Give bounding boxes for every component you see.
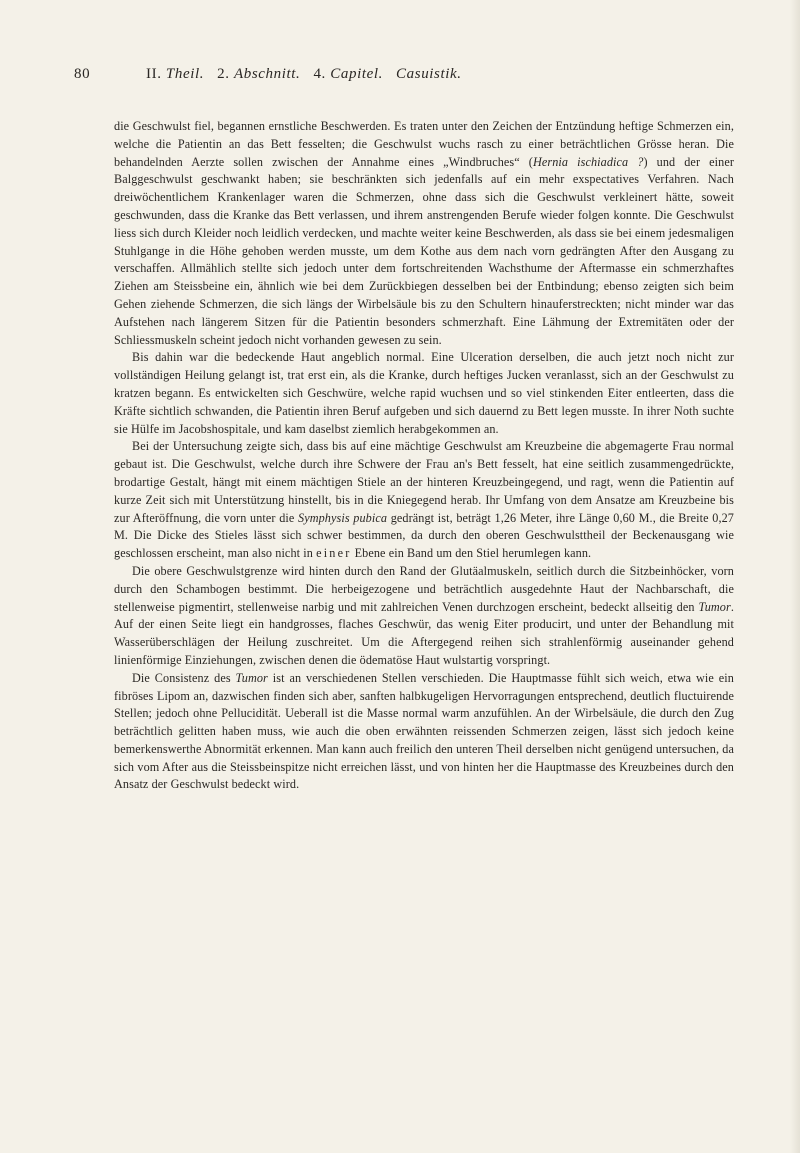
chapter-number: 4.	[313, 66, 326, 82]
paragraph-5	[114, 670, 734, 795]
paragraph-3	[114, 438, 734, 563]
paragraph-2	[114, 349, 734, 438]
paragraph-3-text-b: gedrängt ist, beträgt 1,26 Meter, ihre Länge 0,60 M., die Breite 0,27 M. Die Dicke des Stieles lässt sich schwer bestimmen, da durch den oberen Geschwulsttheil der Beckenausgang wie geschlossen erscheint, man also nicht in	[114, 510, 735, 561]
paragraph-2-text: Bis dahin war die bedeckende Haut angeblich normal. Eine Ulceration derselben, die auch jetzt noch nicht zur vollständigen Heilung gelangt ist, trat erst ein, als die Kranke, durch heftiges Jucken veranlasst, sich an der Geschwulst zu kratzen begann. Es entwickelten sich Geschwüre, welche rapid wuchsen und so viel stinkenden Eiter entleerten, dass die Kräfte sichtlich schwanden, die Patientin ihren Beruf aufgeben und sich dauernd zu Bett legen musste. In ihrer Noth suchte sie Hülfe im Jacobshospitale, und kam daselbst ziemlich herabgekommen an.	[114, 350, 734, 436]
paragraph-1	[114, 118, 734, 349]
chapter-title: Capitel.	[330, 66, 383, 82]
paragraph-3-text-c: Ebene ein Band um den Stiel herumlegen kann.	[351, 546, 592, 561]
paragraph-3-text-a: Bei der Untersuchung zeigte sich, dass bis auf eine mächtige Geschwulst am Kreuzbeine die abgemagerte Frau normal gebaut ist. Die Geschwulst, welche durch ihre Schwere der Frau an's Bett fesselt, hat eine seitlich zusammengedrückte, brodartige Gestalt, hängt mit einem mächtigen Stiele an der hinteren Kreuzbeingegend, und ragt, wenn die Patientin auf kurze Zeit sich mit Unterstützung hinstellt, bis in die Kniegegend herab. Ihr Umfang von dem Ansatze am Kreuzbeine bis zur Afteröffnung, die vorn unter die	[114, 439, 734, 525]
paragraph-3-spaced-word: einer	[316, 546, 352, 561]
paragraph-4-text-b: . Auf der einen Seite liegt ein handgrosses, flaches Geschwür, das wenig Eiter producirt, und unter der Behandlung mit Wasserüberschlägen der Heilung zuschreitet. Um die Aftergegend reihen sich strahlenförmig auseinander gehend linienförmige Einziehungen, zwischen denen die ödematöse Haut wulstartig vorspringt.	[114, 599, 734, 667]
part-number: II.	[146, 66, 162, 82]
paragraph-1-text-a: die Geschwulst fiel, begannen ernstliche Beschwerden. Es traten unter den Zeichen der Entzündung heftige Schmerzen ein, welche die Patientin an das Bett fesselten; die Geschwulst wuchs rasch zu einer beträchtlichen Grösse heran. Die behandelnden Aerzte sollen zwischen der Annahme eines „Windbruches“ (	[114, 119, 734, 169]
running-head	[146, 66, 462, 83]
topic-title: Casuistik.	[396, 66, 462, 82]
paragraph-5-italic: Tumor	[235, 670, 268, 685]
page-header	[74, 66, 746, 90]
paragraph-4-italic: Tumor	[698, 599, 731, 614]
page-number: 80	[74, 66, 91, 82]
section-number: 2.	[217, 66, 230, 82]
section-title: Abschnitt.	[233, 66, 301, 82]
paragraph-5-text-a: Die Consistenz des	[132, 670, 236, 685]
paragraph-4-text-a: Die obere Geschwulstgrenze wird hinten durch den Rand der Glutäalmuskeln, seitlich durch die Sitzbeinhöcker, vorn durch den Schambogen bestimmt. Die herbeigezogene und beträchtlich ausgedehnte Haut der Nachbarschaft, die stellenweise pigmentirt, stellenweise narbig und mit zahlreichen Venen durchzogen erscheint, bedeckt allseitig den	[114, 563, 734, 614]
paragraph-3-italic: Symphysis pubica	[298, 510, 388, 525]
page-edge-shadow	[790, 0, 800, 1153]
part-title: Theil.	[165, 66, 205, 82]
body-text	[114, 118, 734, 794]
paragraph-1-text-b: ) und der einer Balggeschwulst geschwankt haben; sie beschränkten sich jedenfalls auf ein mehr exspectatives Verfahren. Nach dreiwöchentlichem Krankenlager waren die Schmerzen, ohne dass sich die Geschwulst verkleinert hätte, soweit geschwunden, dass die Kranke das Bett verlassen, und ihrem anstrengenden Berufe wieder folgen konnte. Die Geschwulst liess sich durch Kleider noch leidlich verdecken, und machte weiter keine Beschwerden, als dass sie bei einem jedesmaligen Stuhlgange in die Höhe gehoben werden musste, um dem Kothe aus dem nach vorn gedrängten After den Ausgang zu verschaffen. Allmählich stellte sich jedoch unter dem fortschreitenden Wachsthume der Aftermasse ein schmerzhaftes Ziehen am Steissbeine ein, ähnlich wie bei dem Zurückbiegen desselben bei der Entbindung; ebenso zeigten sich beim Gehen ziehende Schmerzen, die sich längs der Wirbelsäule bis zu den Schultern hinauferstreckten; nicht minder war das Aufstehen nach längerem Sitzen für die Patientin besonders schmerzhaft. Eine Lähmung der Extremitäten oder der Schliessmuskeln scheint jedoch nicht vorhanden gewesen zu sein.	[114, 154, 734, 347]
paragraph-4	[114, 563, 734, 670]
paragraph-1-italic: Hernia ischiadica ?	[532, 154, 644, 169]
paragraph-5-text-b: ist an verschiedenen Stellen verschieden. Die Hauptmasse fühlt sich weich, etwa wie ein fibröses Lipom an, dazwischen finden sich aber, sanften halbkugeligen Hervorragungen entsprechend, deutlich fluctuirende Stellen; jedoch ohne Pellucidität. Ueberall ist die Masse normal warm anzufühlen. An der Wirbelsäule, die durch den Zug beträchtlich gelitten haben muss, wie auch die oben erwähnten reissenden Schmerzen zeigen, lässt sich jedoch keine bemerkenswerthe Abnormität erkennen. Man kann auch freilich den unteren Theil derselben nicht genügend untersuchen, da sich vom After aus die Steissbeinspitze nicht erreichen lässt, und von hinten her die Hauptmasse des Kreuzbeines durch den Ansatz der Geschwulst bedeckt wird.	[114, 670, 734, 792]
